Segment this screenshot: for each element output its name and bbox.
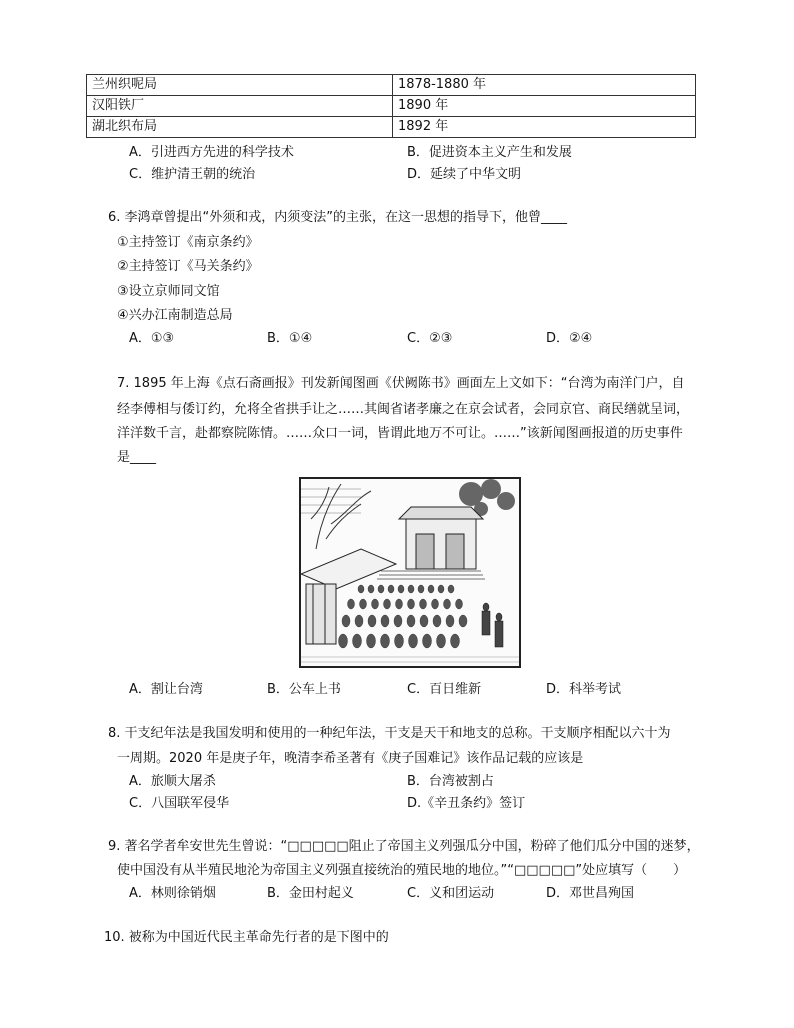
table-cell-year: 1892 年: [393, 117, 696, 138]
q8-option-b[interactable]: B．台湾被割占: [407, 774, 494, 789]
factory-table: [86, 74, 696, 138]
table-cell-name: 兰州织呢局: [87, 75, 393, 96]
table-cell-name: 湖北织布局: [87, 117, 393, 138]
table-cell-year: 1890 年: [393, 96, 696, 117]
table-row: [87, 75, 696, 96]
q7-stem-line: 是____: [117, 450, 157, 465]
q8-stem-line: 一周期。2020 年是庚子年，晚清李希圣著有《庚子国难记》该作品记载的应该是: [117, 751, 584, 766]
q6-option-c[interactable]: C．②③: [407, 331, 453, 346]
q6-option-d[interactable]: D．②④: [546, 331, 593, 346]
q6-option-b[interactable]: B．①④: [267, 331, 313, 346]
q10-stem: 10. 被称为中国近代民主革命先行者的是下图中的: [104, 930, 389, 945]
q6-item: ②主持签订《马关条约》: [117, 259, 259, 274]
table-row: [87, 96, 696, 117]
table-cell-name: 汉阳铁厂: [87, 96, 393, 117]
q7-option-d[interactable]: D．科举考试: [546, 682, 622, 697]
q6-item: ④兴办江南制造总局: [117, 308, 233, 323]
news-illustration: [299, 477, 521, 668]
q5-option-b[interactable]: B．促进资本主义产生和发展: [407, 145, 572, 160]
q5-option-a[interactable]: A．引进西方先进的科学技术: [129, 145, 294, 160]
q5-option-c[interactable]: C．维护清王朝的统治: [129, 167, 256, 182]
crowd-scene-image: [301, 479, 519, 666]
q7-option-c[interactable]: C．百日维新: [407, 682, 482, 697]
q7-option-b[interactable]: B．公车上书: [267, 682, 341, 697]
q7-stem-line: 经李傅相与倭订约，允将全省拱手让之……其闽省诸孝廉之在京会试者，会同京官、商民缮就呈词，: [117, 402, 690, 417]
q8-option-c[interactable]: C．八国联军侵华: [129, 796, 230, 811]
q8-stem-line: 8. 干支纪年法是我国发明和使用的一种纪年法，干支是天干和地支的总称。干支顺序相配以六十为: [108, 726, 671, 741]
q7-stem-line: 7. 1895 年上海《点石斋画报》刊发新闻图画《伏阙陈书》画面左上文如下：“台湾为南洋门户，自: [117, 376, 685, 391]
q9-option-c[interactable]: C．义和团运动: [407, 886, 495, 901]
table-cell-year: 1878-1880 年: [393, 75, 696, 96]
q9-stem-line: 使中国没有从半殖民地沦为帝国主义列强直接统治的殖民地的地位。”“□□□□□”处应填写（ ）: [117, 863, 687, 878]
q9-stem-line: 9. 著名学者牟安世先生曾说：“□□□□□阻止了帝国主义列强瓜分中国，粉碎了他们瓜分中国的迷梦，: [108, 839, 700, 854]
q8-option-d[interactable]: D.《辛丑条约》签订: [407, 796, 526, 811]
table-row: [87, 117, 696, 138]
q7-stem-line: 洋洋数千言，赴都察院陈情。……众口一词，皆谓此地万不可让。……”该新闻图画报道的历史事件: [117, 426, 683, 441]
q6-option-a[interactable]: A．①③: [129, 331, 175, 346]
q6-stem: 6. 李鸿章曾提出“外须和戎，内须变法”的主张，在这一思想的指导下，他曾____: [108, 210, 568, 225]
q9-option-b[interactable]: B．金田村起义: [267, 886, 354, 901]
q6-item: ①主持签订《南京条约》: [117, 235, 259, 250]
q5-option-d[interactable]: D．延续了中华文明: [407, 167, 522, 182]
q7-option-a[interactable]: A．割让台湾: [129, 682, 203, 697]
q8-option-a[interactable]: A．旅顺大屠杀: [129, 774, 216, 789]
q9-option-a[interactable]: A．林则徐销烟: [129, 886, 216, 901]
q6-item: ③设立京师同文馆: [117, 284, 220, 299]
q9-option-d[interactable]: D．邓世昌殉国: [546, 886, 635, 901]
